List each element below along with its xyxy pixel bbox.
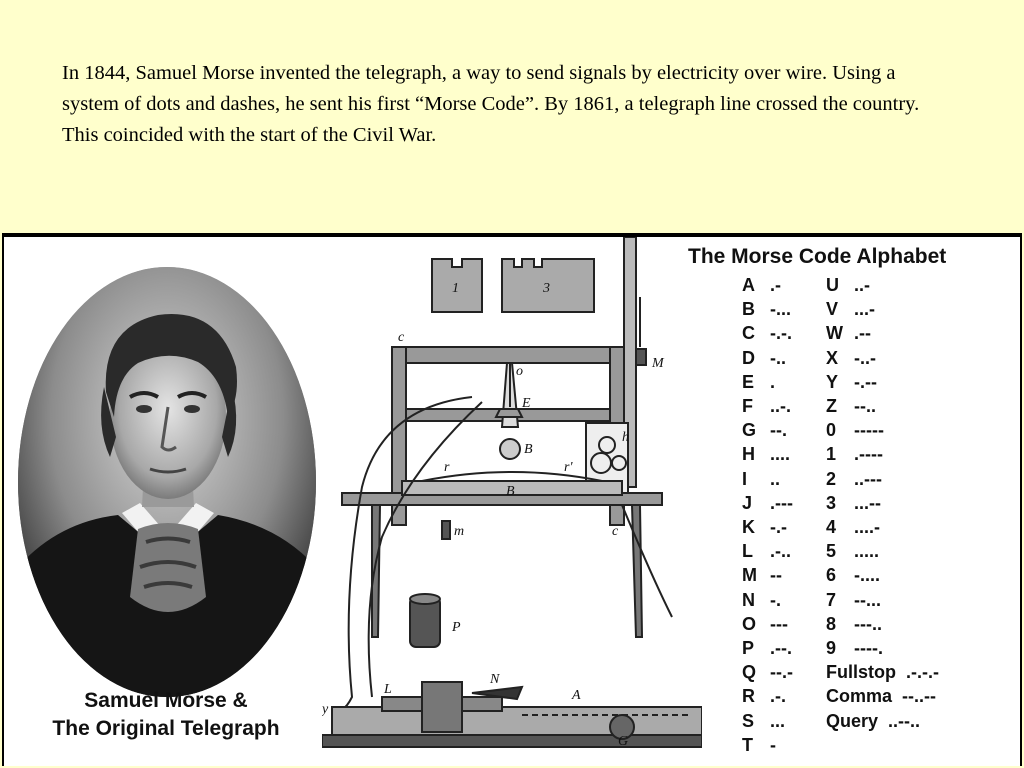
morse-entry xyxy=(742,394,791,418)
morse-code: -- xyxy=(770,565,782,586)
morse-letter: R xyxy=(742,686,755,707)
telegraph-apparatus-drawing xyxy=(322,237,702,766)
morse-letter: Z xyxy=(826,396,837,416)
morse-entry xyxy=(742,733,776,757)
morse-letter: L xyxy=(742,541,753,562)
morse-entry xyxy=(742,297,791,321)
morse-code: ...- xyxy=(854,299,875,320)
caption-line-1: Samuel Morse & xyxy=(84,689,248,712)
morse-entry xyxy=(826,297,875,321)
morse-code: ..- xyxy=(854,275,870,295)
morse-entry xyxy=(742,273,781,297)
apparatus-label-r: r xyxy=(444,460,450,475)
apparatus-label-B-low: B xyxy=(506,484,515,499)
morse-letter: 8 xyxy=(826,613,837,634)
morse-entry xyxy=(742,370,775,394)
morse-code: -.... xyxy=(854,565,880,586)
morse-entry xyxy=(742,709,785,733)
morse-letter: W xyxy=(826,323,843,344)
morse-entry xyxy=(826,442,883,466)
apparatus-label-A: A xyxy=(572,688,581,703)
morse-code: .-. xyxy=(770,686,786,707)
morse-code: --... xyxy=(854,589,881,610)
morse-letter: 1 xyxy=(826,444,837,465)
morse-letter: 9 xyxy=(826,638,837,658)
morse-code: .---- xyxy=(854,444,883,465)
morse-entry xyxy=(826,394,876,418)
apparatus-label-h: h xyxy=(622,430,629,445)
morse-code: .... xyxy=(770,444,791,465)
morse-entry xyxy=(742,346,786,370)
morse-entry xyxy=(826,467,882,491)
morse-code: --.. xyxy=(854,396,876,416)
morse-letter: A xyxy=(742,275,755,295)
portrait-caption xyxy=(4,687,328,743)
morse-letter: 5 xyxy=(826,541,837,562)
morse-code: -. xyxy=(770,589,781,610)
morse-letter: I xyxy=(742,468,748,489)
morse-entry xyxy=(826,709,920,733)
morse-letter: B xyxy=(742,299,755,320)
morse-entry xyxy=(742,684,786,708)
alphabet-title: The Morse Code Alphabet xyxy=(688,245,947,268)
morse-letter: Fullstop xyxy=(826,662,896,683)
caption-line-2: The Original Telegraph xyxy=(52,717,280,740)
morse-letter: 6 xyxy=(826,565,837,586)
morse-letter: V xyxy=(826,299,839,320)
morse-letter: U xyxy=(826,275,839,295)
morse-code: .-.-.- xyxy=(906,662,939,683)
morse-code: ...-- xyxy=(854,492,881,513)
morse-code: .--. xyxy=(770,638,792,658)
morse-letter: 2 xyxy=(826,468,837,489)
morse-code: -.- xyxy=(770,517,787,537)
morse-entry xyxy=(826,684,936,708)
apparatus-label-N: N xyxy=(490,672,500,687)
morse-letter: N xyxy=(742,589,755,610)
morse-letter: P xyxy=(742,638,755,658)
apparatus-label-y: y xyxy=(322,702,329,717)
morse-code: -.. xyxy=(770,347,786,368)
morse-code: ... xyxy=(770,710,786,731)
morse-letter: Query xyxy=(826,710,879,731)
morse-code: ..-. xyxy=(770,396,791,416)
morse-letter: O xyxy=(742,613,757,634)
morse-letter: J xyxy=(742,492,753,513)
morse-code: . xyxy=(770,371,776,392)
morse-entry xyxy=(826,273,870,297)
morse-entry xyxy=(742,660,793,684)
morse-entry xyxy=(742,491,793,515)
morse-entry xyxy=(742,563,782,587)
morse-letter: Q xyxy=(742,662,757,683)
morse-code: ....- xyxy=(854,517,880,537)
morse-code: -... xyxy=(770,299,791,320)
apparatus-label-c-right: c xyxy=(612,524,619,539)
alphabet-column-right xyxy=(826,273,1020,743)
morse-entry xyxy=(826,636,883,660)
alphabet-column-left xyxy=(742,273,822,763)
apparatus-label-M: M xyxy=(652,356,664,371)
morse-entry xyxy=(742,418,787,442)
apparatus-label-P: P xyxy=(452,620,461,635)
morse-code: ..... xyxy=(854,541,880,562)
morse-entry xyxy=(742,636,792,660)
apparatus-label-r-prime: r' xyxy=(564,460,573,475)
morse-code: .-- xyxy=(854,323,871,344)
morse-entry xyxy=(742,612,788,636)
morse-entry xyxy=(826,515,880,539)
morse-letter: 0 xyxy=(826,420,837,441)
morse-letter: 7 xyxy=(826,589,837,610)
samuel-morse-portrait xyxy=(18,267,316,697)
morse-entry xyxy=(826,418,884,442)
morse-letter: C xyxy=(742,323,755,344)
morse-entry xyxy=(742,442,790,466)
morse-entry xyxy=(826,370,877,394)
morse-entry xyxy=(826,491,881,515)
morse-code: .--- xyxy=(770,492,793,513)
morse-entry xyxy=(826,588,881,612)
morse-entry xyxy=(742,539,791,563)
morse-letter: T xyxy=(742,734,753,755)
morse-letter: 3 xyxy=(826,492,837,513)
morse-letter: E xyxy=(742,371,755,392)
morse-entry xyxy=(826,660,939,684)
morse-entry xyxy=(826,612,882,636)
morse-entry xyxy=(742,515,787,539)
morse-entry xyxy=(826,563,880,587)
morse-code: --. xyxy=(770,420,787,441)
morse-code: .. xyxy=(770,468,781,489)
morse-code: ---.. xyxy=(854,613,882,634)
morse-code: --- xyxy=(770,613,788,634)
apparatus-label-o: o xyxy=(516,364,523,379)
apparatus-label-L: L xyxy=(384,682,392,697)
morse-code: --.- xyxy=(770,662,793,683)
apparatus-label-E: E xyxy=(522,396,531,411)
morse-entry xyxy=(742,588,781,612)
morse-entry xyxy=(742,467,780,491)
morse-code: ..--.. xyxy=(888,710,921,731)
morse-code: ----. xyxy=(854,638,883,658)
morse-letter: K xyxy=(742,517,755,537)
morse-letter: F xyxy=(742,396,753,416)
apparatus-label-B: B xyxy=(524,442,533,457)
intro-paragraph: In 1844, Samuel Morse invented the telegraph, a way to send signals by electricity over wire. Using a system of dots and dashes, he sent his first “Morse Code”. By 1861, a telegraph line crossed the country. This coincided with the start of the Civil War. xyxy=(62,62,920,146)
morse-code: -.-- xyxy=(854,371,877,392)
morse-letter: Comma xyxy=(826,686,893,707)
morse-code: .-.. xyxy=(770,541,791,562)
morse-code: ----- xyxy=(854,420,884,441)
morse-letter: Y xyxy=(826,371,839,392)
morse-letter: H xyxy=(742,444,755,465)
telegraph-figure xyxy=(2,233,1022,766)
morse-code: -.-. xyxy=(770,323,792,344)
apparatus-label-3: 3 xyxy=(543,281,550,296)
apparatus-label-1: 1 xyxy=(452,281,459,296)
morse-letter: M xyxy=(742,565,757,586)
morse-code: --..-- xyxy=(902,686,936,707)
morse-code: ..--- xyxy=(854,468,882,489)
morse-letter: X xyxy=(826,347,839,368)
morse-letter: D xyxy=(742,347,755,368)
apparatus-label-m: m xyxy=(454,524,465,539)
morse-entry xyxy=(826,346,876,370)
apparatus-label-G: G xyxy=(618,734,629,749)
morse-letter: G xyxy=(742,420,757,441)
morse-code: .- xyxy=(770,275,781,295)
morse-letter: 4 xyxy=(826,517,837,537)
morse-code: - xyxy=(770,734,776,755)
morse-letter: S xyxy=(742,710,755,731)
morse-entry xyxy=(742,321,792,345)
morse-entry xyxy=(826,321,871,345)
apparatus-label-c-top: c xyxy=(398,330,405,345)
morse-entry xyxy=(826,539,879,563)
morse-code: -..- xyxy=(854,347,876,368)
